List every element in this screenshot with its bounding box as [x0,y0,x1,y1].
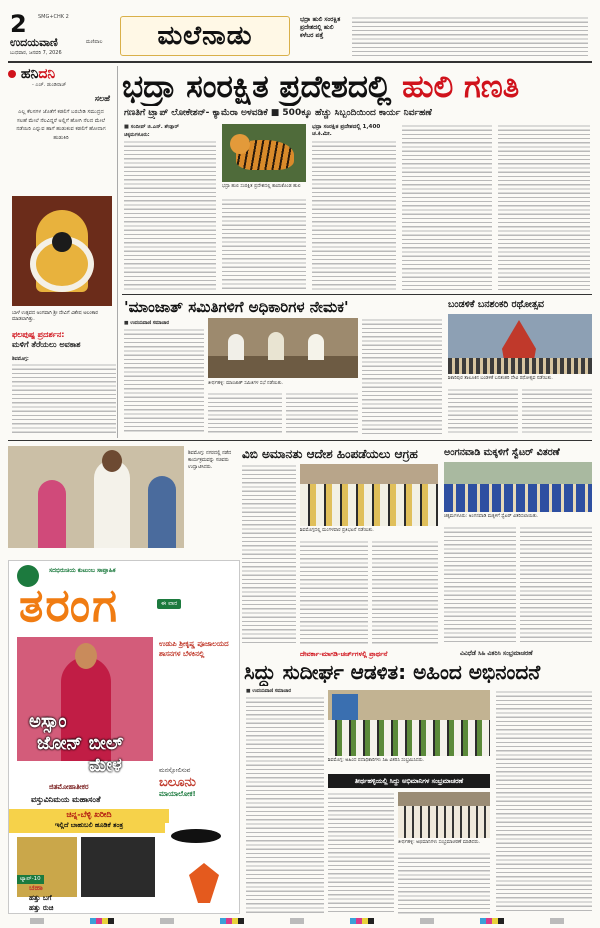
mla-photo [8,446,184,548]
brand-dot-icon [8,70,16,78]
tiger-caption: ಭದ್ರಾ ಹುಲಿ ಸಂರಕ್ಷಿತ ಪ್ರದೇಶದಲ್ಲಿ ಕಾಣಿಸಿಕೊಂಡ ಹುಲಿ [222,184,301,189]
vb-body-col2 [300,540,368,644]
left-col-divider [117,66,118,438]
committee-body-col1 [124,328,204,434]
guest-left [38,480,66,548]
bandalike-body-col1 [448,388,518,434]
lead-headline-red: ಹುಲಿ ಗಣತಿ [402,69,520,105]
puzzle-title-3: ಮಾಯಾಲೋಕ! [159,790,196,798]
siddu-small-caption: ತೀರ್ಥಹಳ್ಳಿ: ಅಭಿಮಾನಿಗಳು ಸಂಭ್ರಮಾಚರಣೆ ಮಾಡಿದರು. [398,840,481,845]
fest-title-1: ಅಸ್ಸಾಂ [29,711,67,732]
tea-line-2: ಹತ್ತು ಬಗೆ [29,894,52,902]
masthead-rule [8,61,592,63]
siddu-sub-box [328,774,490,788]
mla-head [102,450,122,472]
siddu-headline: ಸಿದ್ದು ಸುದೀರ್ಘ ಆಡಳಿತ: ಅಹಿಂದ ಅಭಿನಂದನೆ [244,660,541,684]
protest-photo [300,464,438,526]
brand-prefix: ಹನಿ [20,66,39,82]
cups-photo [81,837,155,897]
person-1 [228,334,244,360]
lead-headline-black: ಭದ್ರಾ ಸಂರಕ್ಷಿತ ಪ್ರದೇಶದಲ್ಲಿ [122,69,403,105]
vb-caption: ಶಿವಮೊಗ್ಗದಲ್ಲಿ ಮಂಗಳವಾರ ಪ್ರತಿಭಟನೆ ನಡೆಯಿತು. [300,528,374,533]
temple-headline [12,330,118,350]
tarang-ad [8,560,240,914]
edition-code: SMG+CHK 2 [38,14,69,20]
temple-headline-black: ಮಳಿಗೆ ತೆರೆಯಲು ಅವಕಾಶ [12,340,81,349]
cover-face [75,643,97,669]
lead-body-col3 [312,140,396,290]
tarang-fest-title [29,711,169,777]
tarang-title: ತರಂಗ [19,578,119,632]
temple-photo [12,196,112,306]
tarang-feature-side: ಉಡುಪಿ ಶ್ರೀಕೃಷ್ಣ ಪೂಜಾಲಯದ ಶಾಸನಗಳ ಬೆಳಕಿನಲ್ಲಿ [159,640,229,658]
masthead [0,0,600,58]
paper-suffix: ಮಣಿಪಾಲ [86,39,103,45]
teaser-body [352,16,588,56]
bandalike-caption: ಶಿಕಾರಿಪುರ ತಾಲೂಕಿನ ಬಂಡಳಿಕೆ ಬನಶಂಕರಿ ದೇವಿ ರಥೋತ್ಸವ ನಡೆಯಿತು. [448,376,553,381]
column-title: ಸಲಹೆ [94,94,110,103]
siddu-sub-headline: ತೀರ್ಥಹಳ್ಳಿಯಲ್ಲಿ ಸಿದ್ದು ಅಭಿಮಾನಿಗಳ ಸಂಭ್ರಮಾಚರಣೆ [354,777,464,785]
section-title: ಮಲೆನಾಡು [157,21,253,51]
bandalike-body-col2 [522,388,592,434]
tea-text [29,883,53,913]
column-poem: ಎಲ್ಲ ಕೆಲಸಗಳ ಜೊತೆಗೆ ಕಡಲಿಗೆ ಬರಬೇಡಿ ಸಮುದ್ರದ ಸಲಹೆ ಮೇಲೆ ನೆಲವಿದ್ದರೆ ಅಲ್ಲಿಗೆ ಹೋಗಿ ನೆಲದ ಮೇಲೆ ನಡೆಯಿರಿ ಎನ್ನುವ ಹಾಗೆ ಹುಡುಕುವ ಕಡಲಿಗೆ ಹೋದಾಗ ಹುಡುಕಿರಿ [16,109,106,141]
puzzle-title-2: ಬಲೂನು [159,775,196,790]
deity-face [52,232,72,252]
fest-sub-2: ವಸ್ತುವಿನಿಮಯ ಮಹಾಸಂತೆ [31,795,101,804]
committee-photo [208,318,358,378]
person-3 [308,334,324,360]
fest-sub-1: ಜಿತಮೋಹಾತೀಕರ [49,783,89,791]
siddu-crowd [328,720,490,756]
siddu-photo [328,690,490,756]
lead-body-col4 [402,124,492,290]
children-row [444,484,592,512]
chariot-photo [448,314,592,374]
temple-headline-red: ಫಲಪುಷ್ಪ ಪ್ರದರ್ಶನ: [12,330,65,339]
brand-suffix: ದನಿ [38,66,56,82]
page-number: 2 [10,10,27,38]
bandalike-headline: ಬಂಡಳಿಕೆ ಬನಶಂಕರಿ ರಥೋತ್ಸವ [448,299,544,310]
siddu-dateline: ■ ಉದಯವಾಣಿ ಸಮಾಚಾರ [246,689,292,694]
anganwadi-headline: ಅಂಗನವಾಡಿ ಮಕ್ಕಳಿಗೆ ಸ್ವೆಟರ್ ವಿತರಣೆ [444,447,560,458]
committee-caption: ತೀರ್ಥಹಳ್ಳಿ: ಮಾಂಜಾತ್ ಸಮಿತಿಗಳ ಸಭೆ ನಡೆಯಿತು. [208,381,284,386]
lead-subheadline: ಗಣತಿಗೆ ಟ್ರ್ಯಾಪ್ ಲೋಕೇಶನ್- ಕ್ಯಾಮೆರಾ ಅಳವಡಿಕೆ ■ 500ಕ್ಕೂ ಹೆಚ್ಚು ಸಿಬ್ಬಂದಿಯಿಂದ ಕಾರ್ಯ ನಿರ್ವಹಣೆ [124,108,432,118]
committee-dateline: ■ ಉದಯವಾಣಿ ಸಮಾಚಾರ [124,321,170,326]
committee-body-col2 [208,392,282,434]
tea-line-3: ಹತ್ತು ರುಚಿ [29,904,54,912]
column-author: - ಎಚ್. ಡುಂಡಿರಾಜ್ [32,82,67,88]
fest-title-2: ಜೋನ್ ಬೀಲ್ [37,733,124,754]
anganwadi-photo [444,462,592,512]
small-crowd [398,806,490,838]
tiger-head [230,134,250,154]
tea-badge: ಟ್ಯಾಪ್-10 [17,875,44,884]
temple-body [12,363,116,433]
person-2 [268,332,284,360]
siddu-small-photo [398,792,490,838]
siddu-sub-body [328,792,394,914]
temple-dateline: ಶಿವಮೊಗ್ಗ: [12,357,29,362]
balloon-shape-1 [171,829,221,843]
gold-sub: ಇಲ್ಲಿದೆ ಬಾಹುಬಲಿ ಹೂಡಿಕೆ ತಂತ್ರ [54,821,124,829]
siddu-sub-body-2 [398,852,490,914]
lead-body-col2 [222,198,306,290]
tarang-tagline: ಸದಭಿರುಚಿಯ ಕುಟುಂಬ ಸಾಪ್ತಾಹಿಕ [49,567,116,574]
fest-title-3: ಮೇಳ [89,755,122,776]
siddu-kicker: ದೇವರ್ಕಾ-ಮಾಗಡಿ-ಚರ್ಚ್‌ಗಳಲ್ಲಿ ಪ್ರಾರ್ಥನೆ [300,650,388,658]
tiger-photo [222,124,306,182]
mla-person [94,460,130,548]
balloon-art [165,823,231,853]
committee-body-col3 [286,392,358,434]
committee-body-col4 [362,318,442,434]
siddu-photo-caption: ಶಿವಮೊಗ್ಗ: ಅಹಿಂದ ಪದಾಧಿಕಾರಿಗಳು ಸಿಹಿ ವಿತರಿಸಿ ಸಂಭ್ರಮಿಸಿದರು. [328,758,425,763]
gold-headline: ಚಿನ್ನ-ಬೆಳ್ಳಿ ಖರೀದಿ [66,810,112,819]
temple-caption: ಬಾಳೆ ಉತ್ಸವದ ಅಂಗವಾಗಿ ಶ್ರೀ ದೇವಿಗೆ ವಿಶೇಷ ಅಲಂಕಾರ ಮಾಡಲಾಗಿತ್ತು. [12,311,98,323]
lead-byline: ■ ಸಂದೀಪ್ ಜಿ.ಎನ್. ಶೇಡ್ಗಾರ್ [124,124,179,130]
gold-band [9,809,169,833]
mla-caption: ಶಿವಮೊಗ್ಗ: ನಗರದಲ್ಲಿ ನಡೆದ ಕಾರ್ಯಕ್ರಮವನ್ನು ಸಚಿವರು ಉದ್ಘಾಟಿಸಿದರು. [188,451,232,470]
lead-body-col1 [124,140,216,290]
anganwadi-body-col1 [444,526,516,644]
column-brand [8,66,114,82]
committee-headline: 'ಮಾಂಜಾತ್ ಸಮಿತಿಗಳಿಗೆ ಅಧಿಕಾರಿಗಳ ನೇಮಕ' [124,298,349,316]
lead-headline [122,68,592,106]
vb-headline: ವಿಬಿ ಅಮಾನತು ಆದೇಶ ಹಿಂಪಡೆಯಲು ಆಗ್ರಹ [242,447,418,461]
vb-body-col1 [242,464,296,644]
teaser-text: ಭದ್ರಾ ಹುಲಿ ಸಂರಕ್ಷಿತ ಪ್ರದೇಶದಲ್ಲಿ ಹುಲಿ ಕಳೆಬರ ಪತ್ತೆ [300,16,341,39]
siddu-body-col1 [246,696,324,914]
siddu-body-col-right [496,690,592,914]
guest-right [148,476,176,548]
puzzle-box [159,767,235,827]
siddu-kicker-side: ವಿವಿಧೆಡೆ ಸಿಹಿ ವಿತರಿಸಿ ಸಂಭ್ರಮಾಚರಣೆ [460,650,533,657]
lead-dateline: ಚಿಕ್ಕಮಗಳೂರು: [124,132,150,138]
tarang-day-label: ಈ ವಾರ [157,599,181,609]
protest-crowd [300,484,438,526]
mid-rule [8,440,592,441]
lead-mid-headline: ಭದ್ರಾ ಸಂರಕ್ಷಿತ ಪ್ರದೇಶದಲ್ಲಿ 1,400 ಚ.ಕಿ.ಮೀ. [312,124,381,137]
print-registration-bar [30,918,570,924]
vb-body-col3 [372,540,438,644]
tea-line-1: ಚಹಾ [29,883,43,892]
bird-icon [189,863,219,903]
lead-body-col5 [498,124,590,290]
paper-name: ಉದಯವಾಣಿ [10,36,58,49]
puzzle-title: ಮನಸ್ಸೋಲಿಸುವ [159,767,191,774]
anganwadi-body-col2 [520,526,592,644]
date-line: ಬುಧವಾರ, ಜನವರಿ 7, 2026 [10,50,62,56]
crowd [448,358,592,374]
section-banner [120,16,290,56]
lead-bottom-rule [122,294,592,295]
anganwadi-caption: ಚಿಕ್ಕಮಗಳೂರು: ಅಂಗನವಾಡಿ ಮಕ್ಕಳಿಗೆ ಸ್ವೆಟರ್ ವಿತರಿಸಲಾಯಿತು. [444,514,539,519]
